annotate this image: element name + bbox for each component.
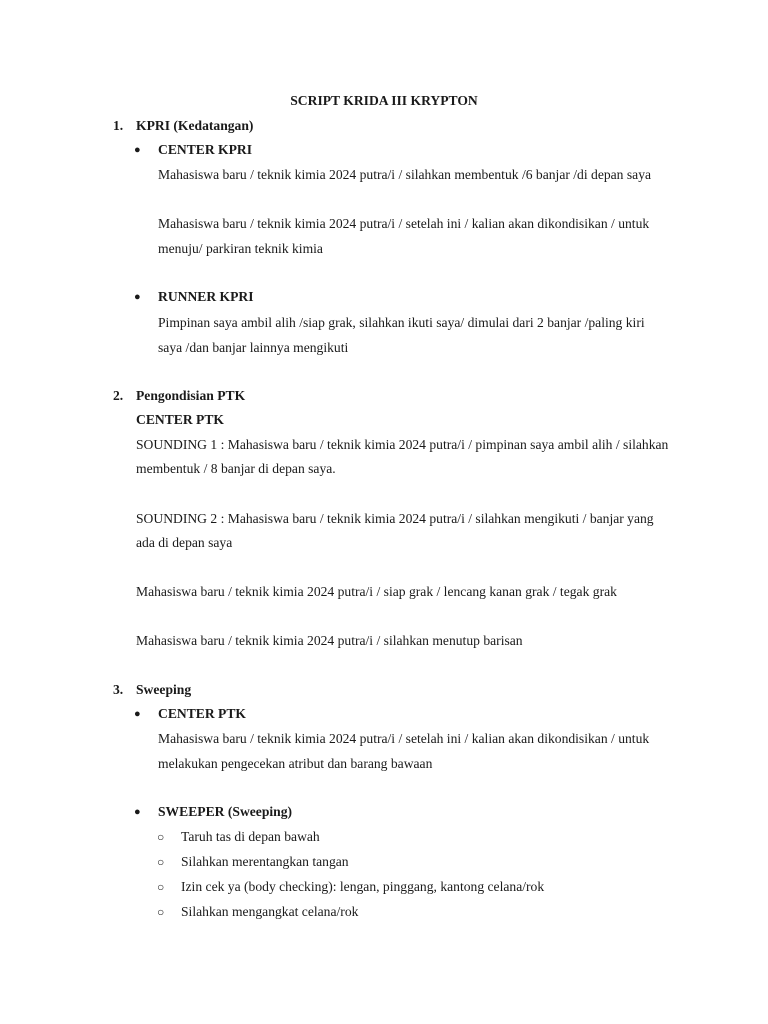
paragraph: Mahasiswa baru / teknik kimia 2024 putra/i / setelah ini / kalian akan dikondisikan / untuk: [158, 216, 650, 231]
paragraph: melakukan pengecekan atribut dan barang bawaan: [158, 756, 433, 771]
circle-bullet-icon: ○: [157, 855, 165, 869]
bullet-icon: ●: [134, 144, 141, 156]
center-kpri-label: CENTER KPRI: [158, 142, 253, 157]
section-1-number: 1.: [113, 118, 124, 133]
list-item: Silahkan mengangkat celana/rok: [181, 904, 359, 919]
bullet-icon: ●: [134, 708, 141, 720]
center-ptk-label: CENTER PTK: [158, 706, 246, 721]
section-2-number: 2.: [113, 388, 124, 403]
circle-bullet-icon: ○: [157, 905, 165, 919]
paragraph: Mahasiswa baru / teknik kimia 2024 putra/i / siap grak / lencang kanan grak / tegak grak: [136, 584, 617, 599]
list-item: Izin cek ya (body checking): lengan, pinggang, kantong celana/rok: [181, 879, 545, 894]
runner-kpri-label: RUNNER KPRI: [158, 289, 254, 304]
document-title: SCRIPT KRIDA III KRYPTON: [290, 93, 478, 108]
paragraph: menuju/ parkiran teknik kimia: [158, 241, 323, 256]
paragraph: ada di depan saya: [136, 535, 233, 550]
circle-bullet-icon: ○: [157, 830, 165, 844]
paragraph: membentuk / 8 banjar di depan saya.: [136, 461, 336, 476]
section-1-heading: KPRI (Kedatangan): [136, 118, 254, 133]
paragraph: saya /dan banjar lainnya mengikuti: [158, 340, 349, 355]
paragraph: Mahasiswa baru / teknik kimia 2024 putra/i / silahkan menutup barisan: [136, 633, 523, 648]
circle-bullet-icon: ○: [157, 880, 165, 894]
sweeper-label: SWEEPER (Sweeping): [158, 804, 293, 819]
section-3-number: 3.: [113, 682, 124, 697]
paragraph: Pimpinan saya ambil alih /siap grak, silahkan ikuti saya/ dimulai dari 2 banjar /paling kiri: [158, 315, 645, 330]
section-3-heading: Sweeping: [136, 682, 192, 697]
paragraph: SOUNDING 2 : Mahasiswa baru / teknik kimia 2024 putra/i / silahkan mengikuti / banjar yang: [136, 511, 654, 526]
section-2-heading: Pengondisian PTK: [136, 388, 246, 403]
bullet-icon: ●: [134, 806, 141, 818]
paragraph: Mahasiswa baru / teknik kimia 2024 putra/i / setelah ini / kalian akan dikondisikan / untuk: [158, 731, 650, 746]
paragraph: Mahasiswa baru / teknik kimia 2024 putra/i / silahkan membentuk /6 banjar /di depan saya: [158, 167, 652, 182]
bullet-icon: ●: [134, 291, 141, 303]
list-item: Silahkan merentangkan tangan: [181, 854, 349, 869]
center-ptk-label: CENTER PTK: [136, 412, 224, 427]
paragraph: SOUNDING 1 : Mahasiswa baru / teknik kimia 2024 putra/i / pimpinan saya ambil alih / silahkan: [136, 437, 669, 452]
list-item: Taruh tas di depan bawah: [181, 829, 320, 844]
